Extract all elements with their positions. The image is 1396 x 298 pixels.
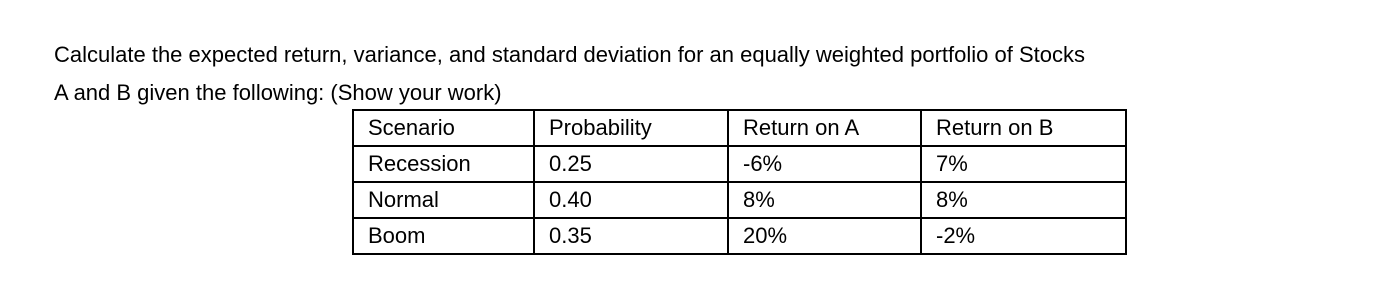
header-scenario: Scenario [353, 110, 534, 146]
cell-return-a: -6% [728, 146, 921, 182]
cell-scenario: Boom [353, 218, 534, 254]
question-line-1: Calculate the expected return, variance, and standard deviation for an equally weighted portfolio of Stocks [54, 42, 1085, 67]
table-row [353, 182, 1126, 218]
cell-probability: 0.25 [534, 146, 728, 182]
header-probability: Probability [534, 110, 728, 146]
table-row [353, 218, 1126, 254]
cell-probability: 0.35 [534, 218, 728, 254]
cell-return-a: 8% [728, 182, 921, 218]
header-return-a: Return on A [728, 110, 921, 146]
cell-probability: 0.40 [534, 182, 728, 218]
cell-return-a: 20% [728, 218, 921, 254]
table-header-row [353, 110, 1126, 146]
cell-scenario: Normal [353, 182, 534, 218]
cell-scenario: Recession [353, 146, 534, 182]
cell-return-b: 8% [921, 182, 1126, 218]
question-line-2: A and B given the following: (Show your work) [54, 80, 502, 105]
question-text [54, 36, 1354, 112]
header-return-b: Return on B [921, 110, 1126, 146]
cell-return-b: -2% [921, 218, 1126, 254]
table-row [353, 146, 1126, 182]
scenario-table [352, 109, 1127, 255]
cell-return-b: 7% [921, 146, 1126, 182]
